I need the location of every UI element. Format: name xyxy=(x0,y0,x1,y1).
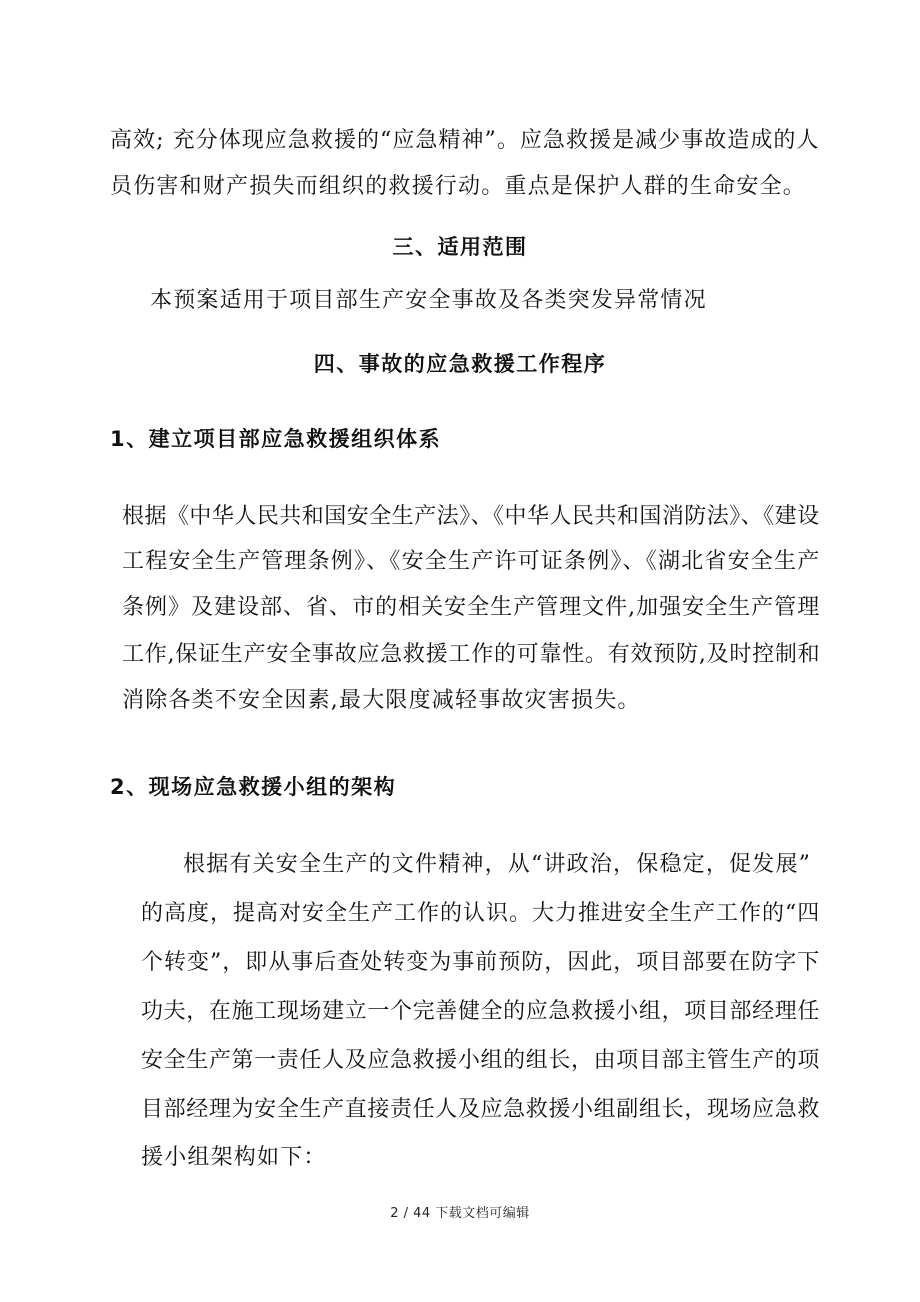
subsection-1-line-1: 根据《中华人民共和国安全生产法》、《中华人民共和国消防法》、《建设 xyxy=(122,504,820,529)
subsection-2-line-3: 个转变”，即从事后查处转变为事前预防，因此，项目部要在防字下 xyxy=(141,950,821,975)
subsection-1-line-4: 工作,保证生产安全事故应急救援工作的可靠性。有效预防,及时控制和 xyxy=(122,642,821,667)
section-4-title: 四、事故的应急救援工作程序 xyxy=(313,352,607,376)
subsection-2-line-5: 安全生产第一责任人及应急救援小组的组长，由项目部主管生产的项 xyxy=(141,1048,821,1073)
intro-line-2: 员伤害和财产损失而组织的救援行动。重点是保护人群的生命安全。 xyxy=(110,174,807,199)
subsection-2-line-4: 功夫，在施工现场建立一个完善健全的应急救援小组，项目部经理任 xyxy=(141,999,821,1024)
subsection-2-title: 2、现场应急救援小组的架构 xyxy=(110,775,397,799)
subsection-2-line-7: 援小组架构如下： xyxy=(141,1145,327,1170)
subsection-2-line-6: 目部经理为安全生产直接责任人及应急救援小组副组长，现场应急救 xyxy=(141,1097,821,1122)
subsection-2-line-2: 的高度，提高对安全生产工作的认识。大力推进安全生产工作的“四 xyxy=(141,901,821,926)
section-3-body: 本预案适用于项目部生产安全事故及各类突发异常情况 xyxy=(150,288,707,313)
subsection-1-line-2: 工程安全生产管理条例》、《安全生产许可证条例》、《湖北省安全生产 xyxy=(122,549,821,574)
page-footer: 2 / 44 下载文档可编辑 xyxy=(390,1206,530,1221)
subsection-1-line-5: 消除各类不安全因素,最大限度减轻事故灾害损失。 xyxy=(122,688,641,713)
subsection-1-line-3: 条例》及建设部、省、市的相关安全生产管理文件,加强安全生产管理 xyxy=(122,595,821,620)
subsection-2-line-1: 根据有关安全生产的文件精神，从“讲政治，保稳定，促发展” xyxy=(183,852,812,877)
section-3-title: 三、适用范围 xyxy=(392,235,528,259)
intro-line-1: 高效; 充分体现应急救援的“应急精神”。应急救援是减少事故造成的人 xyxy=(110,128,820,153)
subsection-1-title: 1、建立项目部应急救援组织体系 xyxy=(110,427,442,451)
